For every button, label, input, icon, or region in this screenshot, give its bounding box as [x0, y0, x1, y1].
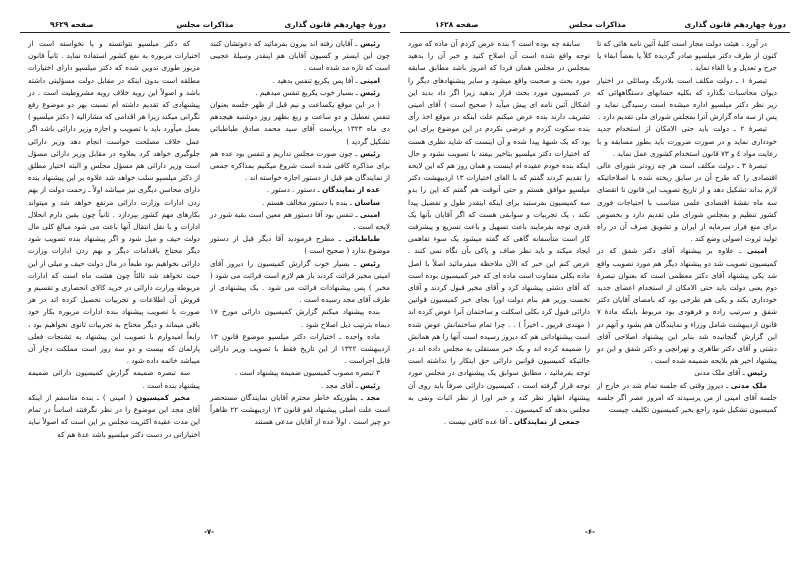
text-column-left	[28, 38, 200, 441]
paragraph-text: ـ آقایان رفته اند بیرون بفرمائید که دعوتشان کنند چون این ایستر و کسیون آقایان هم اینقدر وسیلهٔ عجیبی است که تازه مد شده است .	[210, 39, 390, 73]
speaker-name: ساسان	[354, 197, 380, 207]
speaker-name: رئیس	[360, 258, 380, 268]
paragraph-text: ـ بسیار خوب یکربع تنفس میدهیم .	[255, 87, 361, 97]
paragraph-text: ( امینی ) ـ بنده متاسفم از اینکه آقای مجد این موضوع را در نظر نگرفتند اساساً در تمام این مدت عقیده اکثریت مجلس بر این است که اصولاً نباید اختیاراتی در دست دکتر میلسپو باشد عدهٔ هم که	[28, 392, 200, 439]
speaker-name: طباطبائی	[345, 234, 380, 244]
speaker-name: رئیس	[360, 148, 380, 158]
paragraph-text: که دکتر میلسپو نتوانسته و یا نخواسته است از اختیارات مزبوره به نفع کشور استفاده نماید . ثانیاً قانون مزبور طوری تدوین شده که دکتر میلسپو دارای اختیارات مطلقه است بدون اینکه در مقابل دولت مسؤلیتی داشته باشد و اصولاً این رویه خلاف رویه مشروطیت است . در پیشنهادی که تقدیم داشته ام نسبت بهر دو موضوع رفع نگرانی میکند زیرا هر اقدامی که مشارالیه ( دکتر میلسپو ) بعمل میآورد باید با تصویب و اجازه وزیر دارائی باشد اگر عمل خلاف مصلحت خواست انجام دهد وزیر دارائی جلوگیری خواهد کرد بعلاوه در مقابل وزیر دارائی مسؤل است وزیر دارائی هم مسؤل مجلس و البته اختیار مطلق از دکتر میلسپو سلب خواهد شد علاوه بر این پیشنهاد بنده دارای محاسن دیگری نیز میباشد اولاً ـ زحمت دولت از بهم زدن ادارات وزارت دارائی مرتفع خواهد شد و میتواند بکارهای مهم کشور بپردازد . ثانیاً چون یقین دارم انحلال ادارات و یا نقل انتقال آنها باعث می شود مبالغ کلی مال دولت حیف و میل شود و اگر پیشنهاد بنده تصویب شود دیگر محتاج باقدامات دیگر و بهم زدن ادارات وزارت دارائی نخواهیم بود طبعاً در مال دولت حیف و میلی از این حیث نخواهد شد ثالثاً چون هشت ماه است که ادارات مربوطه وزارت دارائی در خرید کالای انحصاری و تقسیم و فروش آن اطلاعات و تجربیات تحصیل کرده اند در هر صورت با تصویب پیشنهاد بنده ادارات مزبوره بکار خود باقی میماند و دیگر محتاج به تجربیات ثانوی نخواهیم بود ، رابعاً امیدوارم با تصویب این پیشنهاد به تشنجات فعلی پارلمان که بیست و دو سه روز است مملکت دچار آن میباشد خاتمه داده شود .	[28, 39, 200, 366]
right-page	[400, 0, 800, 566]
paragraph	[408, 38, 590, 416]
paragraph	[210, 87, 390, 99]
paragraph-text: سابقه چه بوده است ؟ بنده عرض کردم آن ماده که مورد توجه واقع شده است آن اصلاح کنید و خبر آن را بدهید بمجلس در مجلس همان فردا که امروز باشد مطابق سابقه مورد بحث و صحبت واقع میشود و سایر پیشنهادهای دیگر را در کمیسیون مورد بحث قرار بدهید زیرا اگر داد بدید این اشکال آئین نامه ای پیش میآید ( صحیح است ) آقای امینی تشریف دارند بنده عرض میکنم علت اینکه در موقع اخذ رأی بنده سکوت کردم و عرضی نکردم در این موضوع برای این بود که یک شبههٔ پیدا شده و آن اینست که شاید نظری هست که اختیارات دکتر میلسپو بتاخیر بیفتد با تصویب نشود و حال اینکه بنده خودم عقیده ام اینست و همان روز هم که این لایحه را تقدیم کردند گفتم که با الغای اختیارات ۱۳ اردیبهشت دکتر میلسپو موافق هستم و حتی آنوقت هم گفتم که این را بدو سه کمیسیون بفرستید برای اینکه اینقدر طول و تفصیل پیدا نکند ، یک تجربیات و سوابقی هست که اگر آقایان بآنها یک قدری توجه بفرمایند باعث تسهیل و باعث تسریع و پیشرفت کار است متأسفانه گاهی که گفته میشود یک سوء تفاهمی ایجاد میکند و باید نظر صاف و پاکی بآن نگاه نمی کنند . عرض کنم این خبر که الآن ملاحظه میفرمائید اصلاً با اصل ماده بکلی متفاوت است ماده ای که خبر کمیسیون بوده است که آقای دشتی پیشنهاد کرد و آقای مخبر قبول کردند و آقای نخست وزیر هم بنام دولت اورا بجای خبر کمیسیون قوانین دارائی قبول کرد بکلی اسکلت و ساختمان آنرا عوض کرده اند ( مهندی فریور ـ اخیراً ) . . چرا تمام ساختمانش عوض شده است پیشنهاداتی هم که دیروز رسیده است آنها را هم همانش را ضمیمه کرده اند و یک خبر مستقلی به مجلس داده اند در حالتیکه کمیسیون قوانین دارائی حق اینکار را نداشته است توجه بفرمائید ، مطابق سوابق یک پیشنهادی در مجلس مورد توجه قرار گرفته است ، کمیسیون دارائی صرفاً باید روی آن پیشنهاد اظهار نظر کند و خبر اورا از نظر اثبات ونفی به مجلس بدهد که کمیسیون . .	[408, 39, 590, 415]
speaker-name: مجد	[366, 392, 380, 402]
paragraph	[597, 367, 777, 379]
paragraph-text: ( در این موقع یکساعت و نیم قبل از ظهر جلسه بعنوان تنفس تعطیل و دو ساعت و ربع بظهر روز دوشنبه هیجدهم دی ماه ۱۳۲۳ بریاست آقای سید محمد صادق طباطبائی تشکیل گردید )	[210, 100, 391, 146]
paragraph-text: سه تبصره ضمیمه گزارش کمیسیون دارائی ضمیمه پیشنهاد بنده است .	[28, 368, 200, 390]
page-footer-number: -۷-	[204, 528, 215, 536]
paragraph-text: ـ علاوه بر پیشنهاد آقای دکتر شفق که در کمیسیون تصویب شد دو پیشنهاد دیگر هم مورد تصویب واقع شد یکی پیشنهاد آقای دکتر معظمی است که بعنوان تبصرهٔ دوم یعنی دولت باید حتی الامکان از استخدام اعضای جدید خودداری بکند و یکی هم طرحی بود که بامضای آقایان دکتر شفق و سرتیپ زاده و فرهودی بود مربوط باینکه مادهٔ ۷ قانون اردیبهشت شامل وزراء و نمایندگان هم بشود و آنهم در این گزارش گنجانیده شد بنابر این پیشنهاد اصلاحی آقای دشتی و آقای دکتر طاهری و تهرانچی و دکتر شفق و این دو پیشنهاد اخیر هم بلایحه ضمیمه شده است .	[597, 246, 777, 366]
paragraph	[210, 392, 390, 429]
paragraph	[28, 38, 200, 367]
paragraph-text: تبصرهٔ ۳ ـ دولت مکلف است هر چه زودتر شورای عالی اقتصادی را که طرح آن در سابق ریخته شده با اصلاحاتیکه لازم بداند تشکیل دهد و از تاریخ تصویب این قانون تا انقضای سه ماه نقشهٔ اقتصادی علمی متناسب با احتیاجات فوری کشور تنظیم و بمجلس شورای ملی تقدیم دارد و بخصوص برای منع فرار سرمایه از ایران و تشویق صرف آن در راه تولید ثروت اصولی وضع کند .	[597, 161, 777, 244]
paragraph-text: ـ آقای ملک مدنی	[694, 368, 748, 378]
paragraph-text: ـ دیروز وقتی که جلسه تمام شد در خارج از جلسه آقای امینی از من پرسیدند که امروز عصر اگر جلسه کمیسیون تشکیل شود راجع بخبر کمیسیون تکلیف چیست	[597, 380, 777, 415]
paragraph-text: تبصرهٔ ۲ ـ دولت باید حتی الامکان از استخدام جدید خودداری نماید و در صورت ضرورت باید بطور مسابقه و با رعایت مواد ٤ و ۷۳ قانون استخدام کشوری عمل نماید .	[597, 124, 777, 158]
paragraph	[210, 367, 390, 379]
speaker-name: عده از نمایندگان	[322, 185, 380, 195]
paragraph	[210, 233, 390, 257]
text-column-right	[210, 38, 390, 429]
paragraph	[597, 123, 777, 160]
header-rule	[400, 32, 790, 33]
speaker-name: امینی	[359, 75, 380, 85]
paragraph	[597, 245, 777, 367]
paragraph	[210, 209, 390, 233]
text-column-right	[597, 38, 777, 416]
paragraph	[597, 75, 777, 124]
speaker-name: رئیس	[360, 39, 380, 48]
paragraph	[210, 38, 390, 75]
paragraph	[210, 306, 390, 330]
paragraph	[28, 367, 200, 391]
paragraph	[210, 148, 390, 185]
paragraph-text: بنده پیشنهاد میکنم گزارش کمیسیون دارائی مورخ ۱۷ دیماه بترتیب ذیل اصلاح شود .	[210, 307, 390, 329]
paragraph	[597, 380, 777, 417]
page-header	[405, 18, 790, 32]
speaker-name: رئیس	[360, 87, 380, 97]
speaker-name: مخبر کمیسیون	[136, 392, 191, 402]
paragraph-text: ۳ تبصره مصوب کمیسیون ضمیمه پیشنهاد است .	[234, 368, 380, 378]
paragraph	[597, 160, 777, 245]
speaker-name: امینی	[359, 209, 380, 219]
session-label: دورهٔ چهاردهم قانون گذاری	[684, 20, 786, 29]
page-title: مذاکرات مجلس	[568, 20, 626, 29]
text-column-left	[408, 38, 590, 429]
paragraph-text: ـ مطرح فرمودید آقا دیگر قبل از دستور موضوع ندارد ( صحیح است )	[210, 234, 390, 256]
speaker-name: رئیس	[360, 380, 380, 390]
page-footer-number: -۶-	[585, 528, 596, 536]
paragraph-text: تبصرهٔ ۱ ـ دولت مکلف است بلادرنگ وسائلی در اختیار دیوان محاسبات بگذارد که بکلیه حسابهای دستگاههائی که زیر نظر دکتر میلسپو اداره میشده است رسیدگی نماید و پس از سه ماه گزارش آنرا بمجلس شورای ملی تقدیم دارد .	[597, 75, 777, 122]
paragraph	[28, 392, 200, 441]
paragraph-text: ـ آقای مجد .	[321, 380, 361, 390]
paragraph-text: ـ آقا پس یکربع تنفس بدهید .	[272, 75, 360, 85]
paragraph-text: ماده واحده ـ اختیارات دکتر میلسپو موضوع قانون ۱۳ اردیبهشت ۱۳۲۲ از این تاریخ فقط با تصویب وزیر دارائی قابل اجراست .	[210, 331, 390, 366]
paragraph	[210, 380, 390, 392]
paragraph-text: ـ تنفس بود آقا دستور هم معین است بقیه شور در لایحه است .	[210, 209, 390, 232]
paragraph	[210, 197, 390, 209]
speaker-name: جمعی از نمایندگان	[514, 417, 580, 427]
paragraph	[210, 258, 390, 307]
paragraph	[210, 75, 390, 87]
paragraph-text: ـ دستور . دستور .	[266, 185, 323, 195]
speaker-name: رئیس	[747, 368, 767, 378]
paragraph	[597, 38, 777, 75]
paragraph-text: ـ آقا عده کافی نیست .	[443, 417, 515, 427]
page-number-label: صفحه ۹۶۲۹	[50, 20, 94, 29]
paragraph	[210, 331, 390, 368]
speaker-name: امینی	[746, 246, 767, 256]
page-title: مذاکرات مجلس	[176, 20, 234, 29]
session-label: دورهٔ چهاردهم قانون گذاری	[284, 20, 386, 29]
speaker-name: ملک مدنی	[730, 380, 767, 390]
paragraph-text: ـ بسیار خوب گزارش کمیسیون را دیروز آقای امینی مخبر قرائت کردند باز هم لازم است قرائت می شود ( مخبر ) پس پیشنهادات قرائت می شود . یک پیشنهادی از طرف آقای مجد رسیده است .	[210, 258, 390, 305]
page-number-label: صفحه ۱۶۲۸	[435, 20, 479, 29]
paragraph-text: ـ بنده با دستور مخالف هستم .	[262, 197, 355, 207]
paragraph-text: در آورد . هیئت دولت مجاز است کلیهٔ آئین نامه هائی که تا کنون از طرف دکتر میلسپو صادر گردیده کلاً یا بعضاً ابقاء یا جرح و تعدیل و یا الغاء نماید .	[597, 39, 777, 73]
paragraph-text: ـ چون صورت مجلس نداریم و تنفس بود عده هم برای مذاکره کافی شده است شروع میکنیم بمذاکره جمعی از نمایندگان هم قبل از دستور اجازه خواسته اند .	[210, 148, 390, 183]
page-header	[20, 18, 390, 32]
paragraph	[210, 184, 390, 196]
paragraph	[210, 99, 390, 148]
header-rule	[20, 32, 390, 33]
paragraph-text: ـ بطوریکه خاطر محترم آقایان نمایندگان مستحضر است علت اصلی پیشنهاد لغو قانون ۱۳ اردیبهشت ۲۲ ظاهراً دو چیز است . اولاً عده از آقایان مدعی هستند	[210, 392, 390, 427]
paragraph	[408, 416, 590, 428]
